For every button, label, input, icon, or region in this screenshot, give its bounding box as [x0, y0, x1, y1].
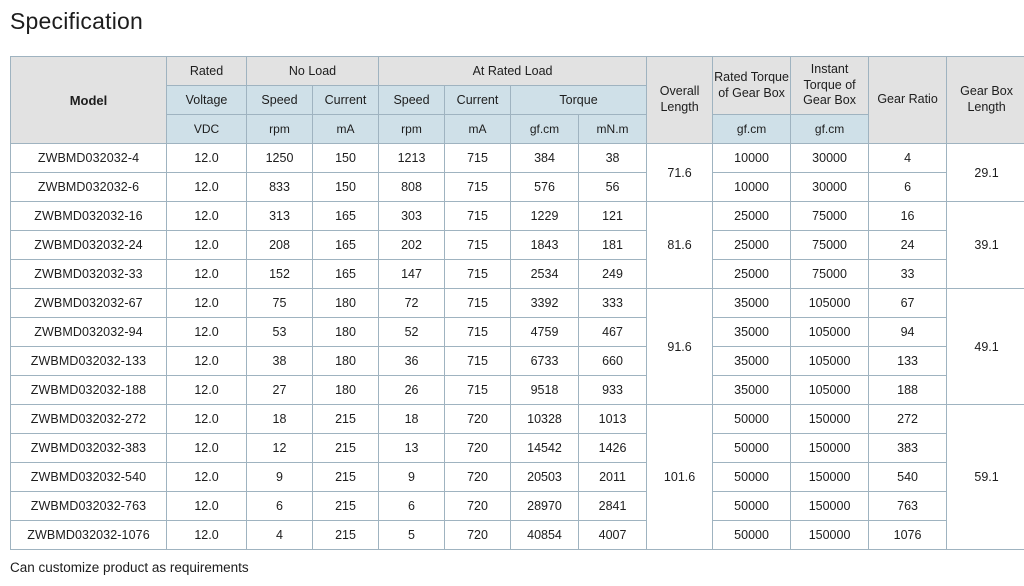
cell-no-load-speed: 4 [247, 521, 313, 550]
cell-no-load-speed: 12 [247, 434, 313, 463]
header-row-groups [11, 57, 1024, 86]
unit-load-speed: rpm [379, 115, 445, 144]
cell-gear-ratio: 133 [869, 347, 947, 376]
specification-table-container [10, 56, 1014, 550]
cell-voltage: 12.0 [167, 289, 247, 318]
cell-load-speed: 147 [379, 260, 445, 289]
cell-load-speed: 5 [379, 521, 445, 550]
cell-torque-gfcm: 1229 [511, 202, 579, 231]
cell-model: ZWBMD032032-1076 [11, 521, 167, 550]
cell-load-speed: 9 [379, 463, 445, 492]
cell-instant-torque: 75000 [791, 231, 869, 260]
cell-no-load-current: 180 [313, 289, 379, 318]
cell-gear-ratio: 4 [869, 144, 947, 173]
cell-overall-length: 101.6 [647, 405, 713, 550]
cell-load-speed: 18 [379, 405, 445, 434]
cell-load-current: 715 [445, 173, 511, 202]
cell-instant-torque: 150000 [791, 434, 869, 463]
cell-no-load-current: 165 [313, 231, 379, 260]
cell-no-load-speed: 208 [247, 231, 313, 260]
cell-no-load-current: 215 [313, 521, 379, 550]
cell-torque-gfcm: 14542 [511, 434, 579, 463]
unit-instant-torque: gf.cm [791, 115, 869, 144]
cell-no-load-current: 150 [313, 173, 379, 202]
cell-gear-ratio: 383 [869, 434, 947, 463]
cell-instant-torque: 105000 [791, 318, 869, 347]
footnote: Can customize product as requirements [10, 560, 249, 575]
cell-no-load-speed: 27 [247, 376, 313, 405]
cell-voltage: 12.0 [167, 492, 247, 521]
cell-gear-ratio: 33 [869, 260, 947, 289]
cell-load-speed: 13 [379, 434, 445, 463]
table-row [11, 376, 1024, 405]
cell-no-load-current: 215 [313, 405, 379, 434]
cell-rated-torque: 25000 [713, 202, 791, 231]
cell-voltage: 12.0 [167, 144, 247, 173]
header-rated-torque-gear-box: Rated Torque of Gear Box [713, 57, 791, 115]
cell-instant-torque: 150000 [791, 463, 869, 492]
cell-no-load-speed: 6 [247, 492, 313, 521]
cell-load-speed: 808 [379, 173, 445, 202]
cell-load-current: 715 [445, 289, 511, 318]
cell-load-current: 715 [445, 260, 511, 289]
cell-voltage: 12.0 [167, 376, 247, 405]
cell-load-current: 715 [445, 376, 511, 405]
header-rated: Rated [167, 57, 247, 86]
header-at-rated-load: At Rated Load [379, 57, 647, 86]
cell-voltage: 12.0 [167, 405, 247, 434]
cell-torque-gfcm: 6733 [511, 347, 579, 376]
cell-gear-ratio: 67 [869, 289, 947, 318]
cell-load-current: 720 [445, 463, 511, 492]
table-row [11, 289, 1024, 318]
cell-load-current: 715 [445, 231, 511, 260]
cell-torque-gfcm: 20503 [511, 463, 579, 492]
cell-torque-gfcm: 3392 [511, 289, 579, 318]
cell-torque-mnm: 2841 [579, 492, 647, 521]
cell-rated-torque: 35000 [713, 289, 791, 318]
cell-voltage: 12.0 [167, 318, 247, 347]
cell-load-current: 715 [445, 144, 511, 173]
cell-torque-mnm: 181 [579, 231, 647, 260]
table-row [11, 144, 1024, 173]
cell-voltage: 12.0 [167, 231, 247, 260]
cell-overall-length: 71.6 [647, 144, 713, 202]
cell-rated-torque: 10000 [713, 144, 791, 173]
cell-load-current: 720 [445, 492, 511, 521]
cell-load-speed: 202 [379, 231, 445, 260]
cell-gear-box-length: 49.1 [947, 289, 1024, 405]
table-row [11, 260, 1024, 289]
cell-instant-torque: 150000 [791, 492, 869, 521]
table-row [11, 347, 1024, 376]
header-no-load: No Load [247, 57, 379, 86]
cell-model: ZWBMD032032-33 [11, 260, 167, 289]
header-gear-ratio: Gear Ratio [869, 57, 947, 144]
header-overall-length: Overall Length [647, 57, 713, 144]
cell-gear-ratio: 94 [869, 318, 947, 347]
table-row [11, 318, 1024, 347]
cell-gear-box-length: 39.1 [947, 202, 1024, 289]
header-gear-box-length: Gear Box Length [947, 57, 1024, 144]
cell-overall-length: 91.6 [647, 289, 713, 405]
cell-no-load-speed: 53 [247, 318, 313, 347]
cell-load-speed: 303 [379, 202, 445, 231]
cell-torque-mnm: 249 [579, 260, 647, 289]
cell-load-speed: 36 [379, 347, 445, 376]
cell-no-load-current: 180 [313, 347, 379, 376]
cell-no-load-speed: 313 [247, 202, 313, 231]
cell-rated-torque: 50000 [713, 492, 791, 521]
cell-no-load-speed: 75 [247, 289, 313, 318]
cell-torque-mnm: 4007 [579, 521, 647, 550]
cell-gear-ratio: 16 [869, 202, 947, 231]
cell-model: ZWBMD032032-6 [11, 173, 167, 202]
cell-model: ZWBMD032032-94 [11, 318, 167, 347]
cell-no-load-current: 215 [313, 492, 379, 521]
cell-torque-gfcm: 384 [511, 144, 579, 173]
cell-instant-torque: 30000 [791, 144, 869, 173]
header-voltage: Voltage [167, 86, 247, 115]
cell-gear-box-length: 59.1 [947, 405, 1024, 550]
header-load-speed: Speed [379, 86, 445, 115]
table-row [11, 173, 1024, 202]
table-row [11, 231, 1024, 260]
cell-no-load-speed: 152 [247, 260, 313, 289]
table-row [11, 492, 1024, 521]
table-head [11, 57, 1024, 144]
header-torque: Torque [511, 86, 647, 115]
cell-voltage: 12.0 [167, 434, 247, 463]
table-row [11, 405, 1024, 434]
header-load-current: Current [445, 86, 511, 115]
cell-load-speed: 72 [379, 289, 445, 318]
cell-instant-torque: 105000 [791, 289, 869, 318]
unit-no-load-current: mA [313, 115, 379, 144]
unit-voltage: VDC [167, 115, 247, 144]
header-instant-torque-gear-box: Instant Torque of Gear Box [791, 57, 869, 115]
page-title: Specification [10, 8, 144, 34]
cell-gear-ratio: 540 [869, 463, 947, 492]
cell-no-load-current: 215 [313, 434, 379, 463]
cell-load-current: 720 [445, 405, 511, 434]
cell-torque-mnm: 1426 [579, 434, 647, 463]
cell-no-load-current: 180 [313, 376, 379, 405]
cell-model: ZWBMD032032-24 [11, 231, 167, 260]
cell-model: ZWBMD032032-4 [11, 144, 167, 173]
cell-rated-torque: 50000 [713, 434, 791, 463]
specification-table [10, 56, 1024, 550]
cell-rated-torque: 10000 [713, 173, 791, 202]
table-row [11, 202, 1024, 231]
cell-torque-mnm: 38 [579, 144, 647, 173]
cell-no-load-speed: 1250 [247, 144, 313, 173]
cell-model: ZWBMD032032-16 [11, 202, 167, 231]
cell-torque-gfcm: 10328 [511, 405, 579, 434]
cell-no-load-speed: 833 [247, 173, 313, 202]
cell-torque-mnm: 1013 [579, 405, 647, 434]
cell-load-current: 715 [445, 318, 511, 347]
cell-no-load-current: 165 [313, 202, 379, 231]
unit-rated-torque: gf.cm [713, 115, 791, 144]
unit-load-current: mA [445, 115, 511, 144]
cell-instant-torque: 150000 [791, 521, 869, 550]
cell-gear-ratio: 1076 [869, 521, 947, 550]
cell-model: ZWBMD032032-67 [11, 289, 167, 318]
cell-gear-ratio: 188 [869, 376, 947, 405]
cell-load-current: 715 [445, 347, 511, 376]
table-row [11, 521, 1024, 550]
cell-gear-ratio: 272 [869, 405, 947, 434]
table-body [11, 144, 1024, 550]
cell-voltage: 12.0 [167, 347, 247, 376]
cell-torque-gfcm: 4759 [511, 318, 579, 347]
cell-rated-torque: 50000 [713, 463, 791, 492]
cell-torque-gfcm: 40854 [511, 521, 579, 550]
cell-torque-mnm: 333 [579, 289, 647, 318]
cell-model: ZWBMD032032-272 [11, 405, 167, 434]
cell-no-load-current: 180 [313, 318, 379, 347]
cell-gear-ratio: 763 [869, 492, 947, 521]
cell-no-load-current: 215 [313, 463, 379, 492]
table-row [11, 463, 1024, 492]
cell-instant-torque: 150000 [791, 405, 869, 434]
cell-load-speed: 6 [379, 492, 445, 521]
cell-instant-torque: 30000 [791, 173, 869, 202]
header-model: Model [11, 57, 167, 144]
cell-model: ZWBMD032032-133 [11, 347, 167, 376]
cell-model: ZWBMD032032-383 [11, 434, 167, 463]
cell-rated-torque: 25000 [713, 231, 791, 260]
cell-instant-torque: 105000 [791, 347, 869, 376]
cell-instant-torque: 105000 [791, 376, 869, 405]
unit-torque-mnm: mN.m [579, 115, 647, 144]
cell-load-speed: 1213 [379, 144, 445, 173]
cell-instant-torque: 75000 [791, 260, 869, 289]
cell-load-current: 715 [445, 202, 511, 231]
cell-load-speed: 52 [379, 318, 445, 347]
cell-torque-gfcm: 2534 [511, 260, 579, 289]
cell-torque-gfcm: 576 [511, 173, 579, 202]
cell-voltage: 12.0 [167, 260, 247, 289]
cell-no-load-speed: 9 [247, 463, 313, 492]
cell-rated-torque: 35000 [713, 347, 791, 376]
header-no-load-current: Current [313, 86, 379, 115]
table-row [11, 434, 1024, 463]
cell-torque-mnm: 56 [579, 173, 647, 202]
cell-rated-torque: 35000 [713, 318, 791, 347]
unit-torque-gfcm: gf.cm [511, 115, 579, 144]
cell-gear-box-length: 29.1 [947, 144, 1024, 202]
cell-no-load-current: 165 [313, 260, 379, 289]
cell-gear-ratio: 24 [869, 231, 947, 260]
cell-model: ZWBMD032032-763 [11, 492, 167, 521]
cell-load-current: 720 [445, 521, 511, 550]
cell-voltage: 12.0 [167, 173, 247, 202]
cell-torque-mnm: 121 [579, 202, 647, 231]
cell-torque-mnm: 467 [579, 318, 647, 347]
cell-model: ZWBMD032032-188 [11, 376, 167, 405]
cell-no-load-speed: 18 [247, 405, 313, 434]
cell-rated-torque: 50000 [713, 521, 791, 550]
cell-rated-torque: 50000 [713, 405, 791, 434]
cell-no-load-speed: 38 [247, 347, 313, 376]
cell-torque-gfcm: 28970 [511, 492, 579, 521]
cell-overall-length: 81.6 [647, 202, 713, 289]
cell-gear-ratio: 6 [869, 173, 947, 202]
cell-torque-gfcm: 1843 [511, 231, 579, 260]
cell-rated-torque: 25000 [713, 260, 791, 289]
cell-load-current: 720 [445, 434, 511, 463]
cell-torque-mnm: 660 [579, 347, 647, 376]
cell-instant-torque: 75000 [791, 202, 869, 231]
cell-no-load-current: 150 [313, 144, 379, 173]
cell-voltage: 12.0 [167, 521, 247, 550]
unit-no-load-speed: rpm [247, 115, 313, 144]
cell-voltage: 12.0 [167, 463, 247, 492]
cell-torque-mnm: 2011 [579, 463, 647, 492]
header-no-load-speed: Speed [247, 86, 313, 115]
cell-rated-torque: 35000 [713, 376, 791, 405]
cell-torque-gfcm: 9518 [511, 376, 579, 405]
cell-model: ZWBMD032032-540 [11, 463, 167, 492]
cell-load-speed: 26 [379, 376, 445, 405]
cell-torque-mnm: 933 [579, 376, 647, 405]
cell-voltage: 12.0 [167, 202, 247, 231]
